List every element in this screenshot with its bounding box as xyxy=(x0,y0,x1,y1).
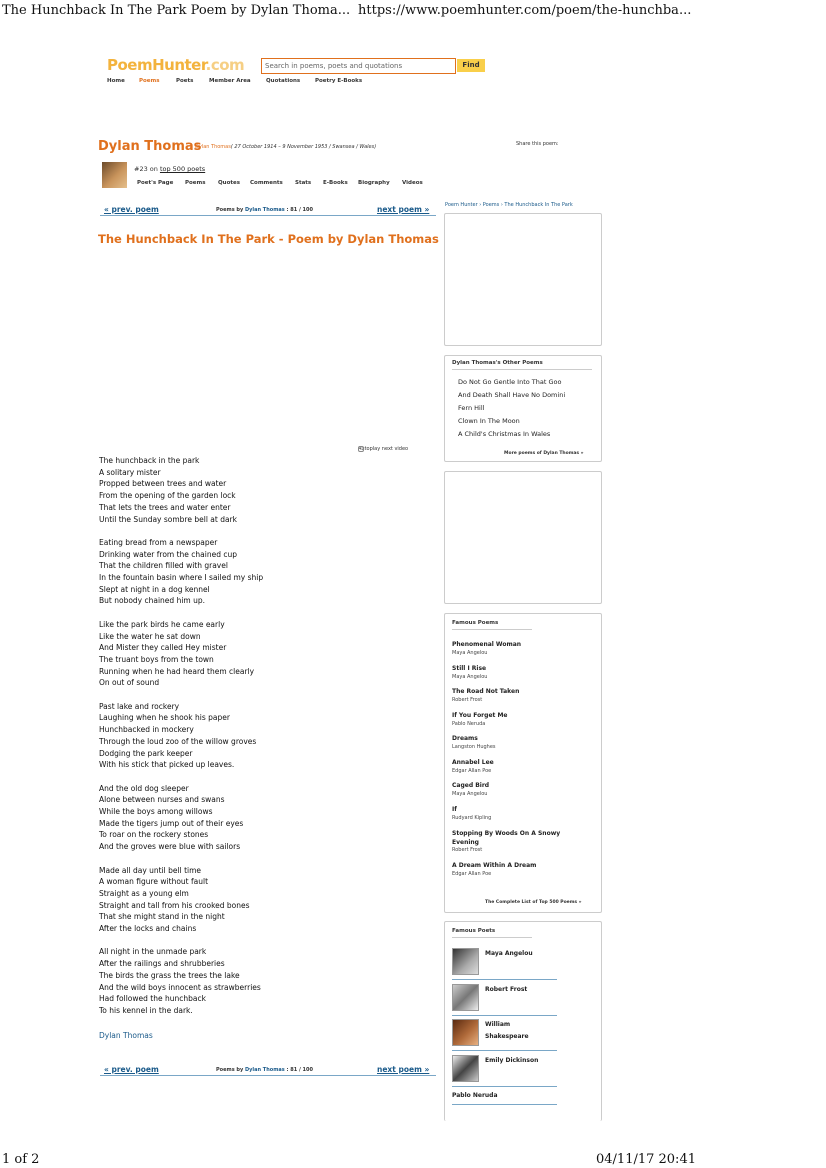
poem-line: After the railings and shrubberies xyxy=(99,959,225,969)
poem-line: But nobody chained him up. xyxy=(99,596,205,606)
print-page-title: The Hunchback In The Park Poem by Dylan Thoma... xyxy=(2,3,351,18)
author-avatar[interactable] xyxy=(102,162,127,188)
stanza-gap xyxy=(99,607,429,619)
poem-line: To roar on the rockery stones xyxy=(99,830,209,840)
famous-poem-link[interactable]: Caged Bird xyxy=(452,782,490,789)
author-meta xyxy=(195,144,376,150)
breadcrumb[interactable]: Poem Hunter › Poems › The Hunchback In The Park xyxy=(445,202,573,208)
famous-poem-link[interactable]: If xyxy=(452,805,457,813)
nav-poetry-ebooks[interactable]: Poetry E-Books xyxy=(315,78,363,84)
subnav-ebooks[interactable]: E-Books xyxy=(323,180,348,186)
poem-line: Eating bread from a newspaper xyxy=(99,537,218,547)
ad-box-middle xyxy=(444,471,602,604)
poet-divider xyxy=(452,1015,557,1016)
poem-body xyxy=(99,455,429,1017)
other-poem-link[interactable]: And Death Shall Have No Domini xyxy=(458,391,566,399)
other-poems-title-rule xyxy=(452,369,592,370)
famous-poem-link[interactable]: If You Forget Me xyxy=(452,711,508,719)
poem-line: The truant boys from the town xyxy=(99,654,214,664)
poem-line: Made all day until bell time xyxy=(99,865,202,875)
poem-line: Made the tigers jump out of their eyes xyxy=(99,818,244,828)
stanza-gap xyxy=(99,525,429,537)
subnav-videos[interactable]: Videos xyxy=(402,180,423,186)
poem-line: To his kennel in the dark. xyxy=(99,1005,193,1015)
logo-main-text: PoemHunter xyxy=(107,56,206,74)
top-500-poems-link[interactable]: The Complete List of Top 500 Poems » xyxy=(485,900,582,905)
nav-poets[interactable]: Poets xyxy=(176,78,194,84)
poem-line: Running when he had heard them clearly xyxy=(99,666,255,676)
pager-author-link-bottom[interactable]: Dylan Thomas xyxy=(245,1067,285,1073)
famous-poet-link[interactable]: Pablo Neruda xyxy=(452,1092,498,1099)
nav-home[interactable]: Home xyxy=(107,78,125,84)
famous-poem-author[interactable]: Edgar Allan Poe xyxy=(452,871,492,877)
stanza-gap xyxy=(99,935,429,947)
prev-poem-link-bottom[interactable]: « prev. poem xyxy=(104,1065,159,1074)
pager-author-link[interactable]: Dylan Thomas xyxy=(245,207,285,213)
subnav-biography[interactable]: Biography xyxy=(358,180,390,186)
autoplay-toggle[interactable] xyxy=(358,446,408,452)
other-poems-box xyxy=(444,355,602,462)
poem-line: After the locks and chains xyxy=(99,924,197,934)
stanza-gap xyxy=(99,689,429,701)
poem-author-link[interactable]: Dylan Thomas xyxy=(99,1031,153,1040)
next-poem-link-bottom[interactable]: next poem » xyxy=(377,1065,430,1074)
prev-poem-link[interactable]: « prev. poem xyxy=(104,205,159,214)
famous-poet-link[interactable]: William Shakespeare xyxy=(485,1021,529,1040)
poem-line: Hunchbacked in mockery xyxy=(99,725,194,735)
rank-prefix: #23 on xyxy=(134,165,160,173)
famous-poem-author[interactable]: Maya Angelou xyxy=(452,791,488,797)
nav-member-area[interactable]: Member Area xyxy=(209,78,251,84)
other-poem-link[interactable]: Fern Hill xyxy=(458,404,485,412)
other-poem-link[interactable]: A Child's Christmas In Wales xyxy=(458,430,551,438)
subnav-quotes[interactable]: Quotes xyxy=(218,180,241,186)
nav-poems[interactable]: Poems xyxy=(139,78,160,84)
pager-position xyxy=(216,207,313,213)
poet-portrait[interactable] xyxy=(452,1055,479,1082)
top-500-poets-link[interactable]: top 500 poets xyxy=(159,165,206,173)
subnav-poems[interactable]: Poems xyxy=(185,180,206,186)
poet-portrait[interactable] xyxy=(452,948,479,975)
poem-line: That the children filled with gravel xyxy=(99,561,228,571)
poem-line: In the fountain basin where I sailed my ship xyxy=(99,573,264,583)
other-poem-link[interactable]: Clown In The Moon xyxy=(458,417,520,425)
author-meta-dates: ( 27 October 1914 – 9 November 1953 / Swansea / Wales) xyxy=(230,144,377,150)
poem-line: Past lake and rockery xyxy=(99,701,180,711)
author-rank xyxy=(134,165,205,173)
famous-poem-author[interactable]: Pablo Neruda xyxy=(452,720,486,727)
print-page-url: https://www.poemhunter.com/poem/the-hunchba... xyxy=(358,3,692,18)
stanza-gap xyxy=(99,853,429,865)
poem-line: While the boys among willows xyxy=(99,807,213,817)
famous-poets-title: Famous Poets xyxy=(452,928,496,934)
poem-line: That lets the trees and water enter xyxy=(99,502,231,512)
next-poem-link[interactable]: next poem » xyxy=(377,205,430,214)
famous-poets-box xyxy=(444,921,602,1121)
poem-line: Slept at night in a dog kennel xyxy=(99,584,210,594)
poem-line: Straight as a young elm xyxy=(99,888,189,898)
subnav-poets-page[interactable]: Poet's Page xyxy=(137,180,174,186)
other-poems-title: Dylan Thomas's Other Poems xyxy=(452,360,543,366)
poet-divider xyxy=(452,979,557,980)
search-input[interactable]: Search in poems, poets and quotations xyxy=(261,58,456,74)
pager-position-bottom xyxy=(216,1067,313,1073)
poem-line: Drinking water from the chained cup xyxy=(99,549,238,559)
famous-poems-title: Famous Poems xyxy=(452,620,499,626)
pager-count-bottom: : 81 / 100 xyxy=(284,1067,313,1073)
print-timestamp: 04/11/17 20:41 xyxy=(596,1152,696,1167)
famous-poem-author[interactable]: Robert Frost xyxy=(452,847,483,853)
share-label: Share this poem: xyxy=(516,141,559,147)
famous-poem-link[interactable]: Stopping By Woods On A Snowy Evening xyxy=(452,830,561,846)
famous-poet-link[interactable]: Robert Frost xyxy=(485,986,528,993)
poem-line: Had followed the hunchback xyxy=(99,994,206,1004)
poem-line: And the groves were blue with sailors xyxy=(99,842,241,852)
author-meta-link[interactable]: Dylan Thomas xyxy=(195,144,231,150)
find-button[interactable]: Find xyxy=(457,59,485,72)
nav-quotations[interactable]: Quotations xyxy=(266,78,301,84)
poem-line: That she might stand in the night xyxy=(99,912,225,922)
famous-poet-link[interactable]: Emily Dickinson xyxy=(485,1057,539,1064)
famous-poem-link[interactable]: Still I Rise xyxy=(452,664,487,672)
poet-portrait[interactable] xyxy=(452,984,479,1011)
poet-divider xyxy=(452,1104,557,1105)
poem-line: Propped between trees and water xyxy=(99,479,227,489)
poem-line: Laughing when he shook his paper xyxy=(99,713,230,723)
poem-line: On out of sound xyxy=(99,678,160,688)
famous-poem-link[interactable]: Phenomenal Woman xyxy=(452,641,522,648)
poem-line: Like the water he sat down xyxy=(99,631,201,641)
famous-poem-author[interactable]: Rudyard Kipling xyxy=(452,814,492,821)
subnav-comments[interactable]: Comments xyxy=(250,180,283,186)
more-poems-link[interactable]: More poems of Dylan Thomas » xyxy=(504,451,584,456)
other-poem-link[interactable]: Do Not Go Gentle Into That Goo xyxy=(458,378,562,386)
poet-portrait[interactable] xyxy=(452,1019,479,1046)
pager-top xyxy=(100,205,436,216)
author-name-heading[interactable]: Dylan Thomas xyxy=(98,139,202,154)
poem-line: Like the park birds he came early xyxy=(99,619,225,629)
poem-line: From the opening of the garden lock xyxy=(99,491,236,501)
autoplay-checkbox[interactable] xyxy=(358,446,364,452)
poem-line: And the old dog sleeper xyxy=(99,783,189,793)
poem-line: And Mister they called Hey mister xyxy=(99,643,227,653)
ad-box-top xyxy=(444,213,602,346)
famous-poet-link[interactable]: Maya Angelou xyxy=(485,950,533,957)
subnav-stats[interactable]: Stats xyxy=(295,180,312,186)
famous-poem-author[interactable]: Langston Hughes xyxy=(452,744,496,750)
poem-line: Alone between nurses and swans xyxy=(99,795,225,805)
logo-suffix-text: .com xyxy=(205,56,245,74)
pager-count: : 81 / 100 xyxy=(284,207,313,213)
poet-divider xyxy=(452,1050,557,1051)
famous-poem-author[interactable]: Robert Frost xyxy=(452,697,483,703)
poem-line: All night in the unmade park xyxy=(99,947,207,957)
famous-poem-link[interactable]: A Dream Within A Dream xyxy=(452,862,537,869)
poem-line: The birds the grass the trees the lake xyxy=(99,970,240,980)
famous-poem-author[interactable]: Maya Angelou xyxy=(452,673,488,680)
site-logo[interactable] xyxy=(107,56,244,74)
famous-poem-author[interactable]: Edgar Allan Poe xyxy=(452,767,492,774)
pager-prefix: Poems by xyxy=(216,207,245,213)
poem-line: Straight and tall from his crooked bones xyxy=(99,900,250,910)
famous-poems-box xyxy=(444,613,602,913)
poem-line: The hunchback in the park xyxy=(99,456,200,465)
famous-poems-title-rule xyxy=(452,629,532,630)
poem-title: The Hunchback In The Park - Poem by Dylan Thomas xyxy=(98,232,439,246)
autoplay-label: Autoplay next video xyxy=(358,446,409,452)
famous-poem-author[interactable]: Maya Angelou xyxy=(452,650,488,656)
poem-line: Through the loud zoo of the willow groves xyxy=(99,736,257,746)
pager-bottom xyxy=(100,1065,436,1076)
pager-prefix-bottom: Poems by xyxy=(216,1067,245,1073)
poem-line: With his stick that picked up leaves. xyxy=(99,760,235,770)
poet-divider xyxy=(452,1086,557,1087)
famous-poem-link[interactable]: The Road Not Taken xyxy=(452,688,520,695)
poem-line: A woman figure without fault xyxy=(99,877,209,887)
famous-poets-title-rule xyxy=(452,937,532,938)
print-page-number: 1 of 2 xyxy=(2,1152,40,1167)
famous-poem-link[interactable]: Dreams xyxy=(452,735,478,742)
famous-poem-link[interactable]: Annabel Lee xyxy=(452,758,494,766)
stanza-gap xyxy=(99,771,429,783)
poem-line: Until the Sunday sombre bell at dark xyxy=(99,514,237,524)
poem-line: And the wild boys innocent as strawberries xyxy=(99,982,261,992)
poem-line: Dodging the park keeper xyxy=(99,748,193,758)
poem-line: A solitary mister xyxy=(99,467,161,477)
